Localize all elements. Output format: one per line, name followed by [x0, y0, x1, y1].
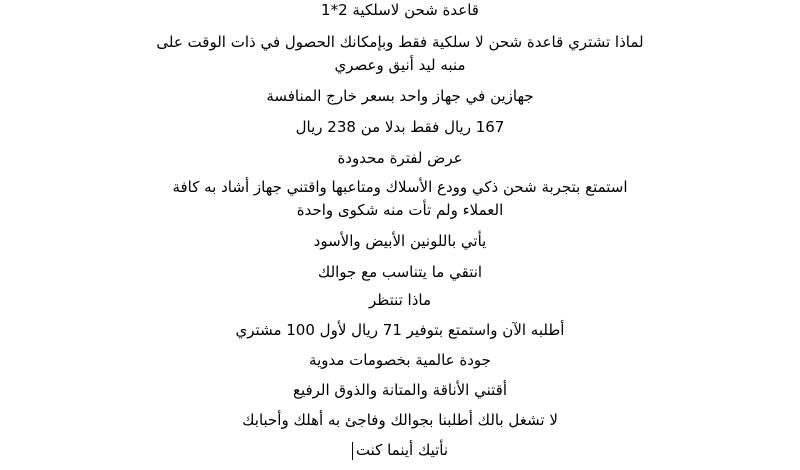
doc-line-last[interactable]: [60, 440, 740, 460]
doc-line: أقتني الأناقة والمتانة والذوق الرفيع: [292, 381, 508, 399]
doc-line: انتقي ما يتناسب مع جوالك: [317, 263, 483, 281]
doc-line: العملاء ولم تأت منه شكوى واحدة: [296, 201, 504, 219]
doc-line: جهازين في جهاز واحد بسعر خارج المنافسة: [266, 87, 534, 105]
doc-line-price: 167 ريال فقط بدلا من 238 ريال: [295, 118, 505, 136]
doc-line-intro-2: منبه ليد أنيق وعصري: [334, 56, 466, 74]
doc-line-intro-1: لماذا تشتري قاعدة شحن لا سلكية فقط وبإمكانك الحصول في ذات الوقت على: [156, 33, 644, 51]
doc-line: استمتع بتجربة شحن ذكي وودع الأسلاك ومتاعبها واقتني جهاز أشاد به كافة: [172, 178, 628, 196]
doc-line-last-text: نأتيك أينما كنت: [355, 441, 449, 459]
doc-line: يأتي باللونين الأبيض والأسود: [313, 232, 487, 250]
doc-line: جودة عالمية بخصومات مدوية: [309, 351, 491, 369]
doc-title: قاعدة شحن لاسلكية 2*1: [321, 1, 479, 19]
doc-line: أطلبه الآن واستمتع بتوفير 71 ريال لأول 100 مشتري: [235, 321, 565, 339]
doc-line: ماذا تنتظر: [368, 291, 432, 309]
doc-line: لا تشغل بالك أطلبنا بجوالك وفاجئ به أهلك وأحبابك: [242, 411, 558, 429]
text-cursor: [352, 442, 353, 460]
doc-line: عرض لفترة محدودة: [337, 149, 463, 167]
